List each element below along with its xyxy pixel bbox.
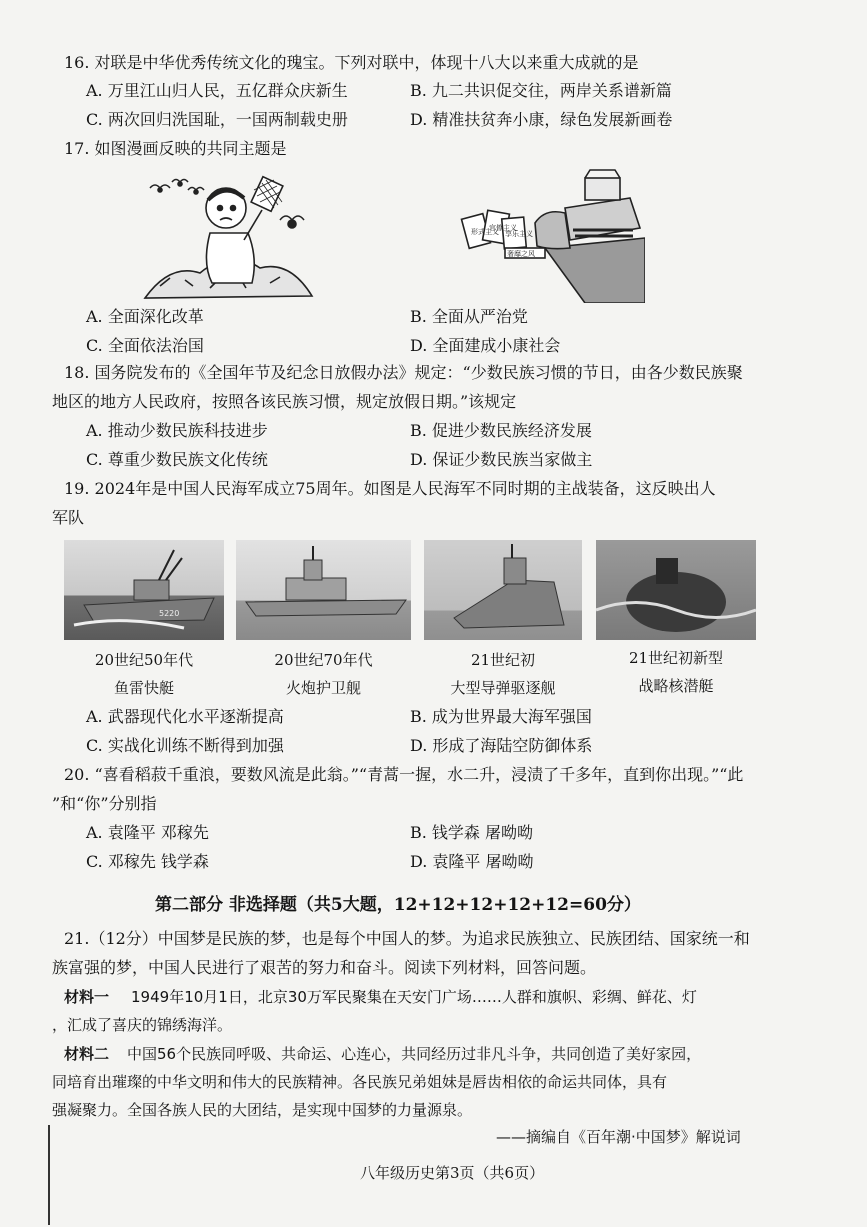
photo-submarine (596, 540, 756, 640)
q20-option-b: B. 钱学森 屠呦呦 (410, 823, 534, 842)
q18-stem-line2: 地区的地方人民政府，按照各该民族习惯，规定放假日期。”该规定 (52, 392, 517, 411)
material-2-label: 材料二 (64, 1045, 110, 1063)
q18-option-d: D. 保证少数民族当家做主 (410, 450, 593, 469)
photo-3-caption-period: 21世纪初 (470, 651, 536, 669)
material-1-line1 (64, 986, 697, 1008)
cartoon-fly-swatter (140, 168, 320, 303)
q21-stem-line1: 21.（12分）中国梦是民族的梦，也是每个中国人的梦。为追求民族独立、民族团结、国家统一和 (64, 929, 750, 948)
material-1-line2: ，汇成了喜庆的锦绣海洋。 (52, 1016, 233, 1034)
q16-option-a: A. 万里江山归人民，五亿群众庆新生 (86, 81, 348, 100)
q17-stem: 17. 如图漫画反映的共同主题是 (64, 139, 287, 158)
q21-stem-line2: 族富强的梦，中国人民进行了艰苦的努力和奋斗。阅读下列材料，回答问题。 (52, 958, 597, 977)
material-2-line1 (64, 1043, 701, 1065)
page-footer: 八年级历史第3页（共6页） (360, 1164, 545, 1182)
q19-option-b: B. 成为世界最大海军强国 (410, 707, 592, 726)
q18-option-a: A. 推动少数民族科技进步 (86, 421, 268, 440)
material-2-text: 中国56个民族同呼吸、共命运、心连心，共同经历过非凡斗争，共同创造了美好家园， (127, 1045, 702, 1063)
photo-1-caption-period: 20世纪50年代 (94, 651, 194, 669)
q17-option-b: B. 全面从严治党 (410, 307, 528, 326)
material-1-text: 1949年10月1日，北京30万军民聚集在天安门广场……人群和旗帜、彩绸、鲜花、灯 (131, 988, 697, 1006)
q20-stem-line1: 20. “喜看稻菽千重浪，要数风流是此翁。”“青蒿一握，水二升，浸渍了千多年，直到你出现。”“此 (64, 765, 744, 784)
cartoon-label-4: 奢靡之风 (507, 250, 535, 258)
photo-2-caption-name: 火炮护卫舰 (285, 679, 361, 697)
q16-option-c: C. 两次回归洗国耻，一国两制载史册 (86, 110, 348, 129)
cartoon-label-3: 享乐主义 (505, 230, 533, 238)
q20-option-d: D. 袁隆平 屠呦呦 (410, 852, 534, 871)
cartoon-label-1: 形式主义 (471, 228, 499, 236)
photo-4-caption-name: 战略核潜艇 (638, 677, 714, 695)
photo-torpedo-boat (64, 540, 224, 640)
material-2-line3: 强凝聚力。全国各族人民的大团结，是实现中国梦的力量源泉。 (52, 1101, 473, 1119)
boat-hull-number: 5220 (159, 609, 180, 618)
q18-option-b: B. 促进少数民族经济发展 (410, 421, 592, 440)
q18-option-c: C. 尊重少数民族文化传统 (86, 450, 268, 469)
photo-3-caption-name: 大型导弹驱逐舰 (450, 679, 556, 697)
material-2-line2: 同培育出璀璨的中华文明和伟大的民族精神。各民族兄弟姐妹是唇齿相依的命运共同体，具有 (52, 1073, 668, 1091)
q17-option-d: D. 全面建成小康社会 (410, 336, 561, 355)
q19-option-d: D. 形成了海陆空防御体系 (410, 736, 593, 755)
page-edge-mark (48, 1125, 50, 1225)
q20-stem-line2: ”和“你”分别指 (52, 794, 157, 813)
q16-option-d: D. 精准扶贫奔小康，绿色发展新画卷 (410, 110, 673, 129)
photo-4-caption-period: 21世纪初新型 (628, 649, 724, 667)
photo-frigate (236, 540, 411, 640)
q19-option-c: C. 实战化训练不断得到加强 (86, 736, 284, 755)
material-source: ——摘编自《百年潮·中国梦》解说词 (496, 1128, 741, 1146)
q17-option-a: A. 全面深化改革 (86, 307, 204, 326)
photo-1-caption-name: 鱼雷快艇 (113, 679, 174, 697)
q19-option-a: A. 武器现代化水平逐渐提高 (86, 707, 284, 726)
cartoon-bulldozer (445, 168, 645, 303)
q20-option-a: A. 袁隆平 邓稼先 (86, 823, 209, 842)
q18-stem-line1: 18. 国务院发布的《全国年节及纪念日放假办法》规定：“少数民族习惯的节日，由各少数民族聚 (64, 363, 743, 382)
q16-option-b: B. 九二共识促交往，两岸关系谱新篇 (410, 81, 672, 100)
q16-stem: 16. 对联是中华优秀传统文化的瑰宝。下列对联中，体现十八大以来重大成就的是 (64, 53, 639, 72)
photo-2-caption-period: 20世纪70年代 (274, 651, 373, 669)
q17-option-c: C. 全面依法治国 (86, 336, 204, 355)
cartoon-label-2: 官僚主义 (489, 224, 517, 232)
section-2-title: 第二部分 非选择题（共5大题，12+12+12+12+12=60分） (155, 895, 641, 915)
q20-option-c: C. 邓稼先 钱学森 (86, 852, 209, 871)
photo-destroyer (424, 540, 582, 640)
material-1-label: 材料一 (64, 988, 110, 1006)
q19-stem-line2: 军队 (52, 508, 85, 527)
q19-stem-line1: 19. 2024年是中国人民海军成立75周年。如图是人民海军不同时期的主战装备，这反映出人 (64, 479, 716, 498)
